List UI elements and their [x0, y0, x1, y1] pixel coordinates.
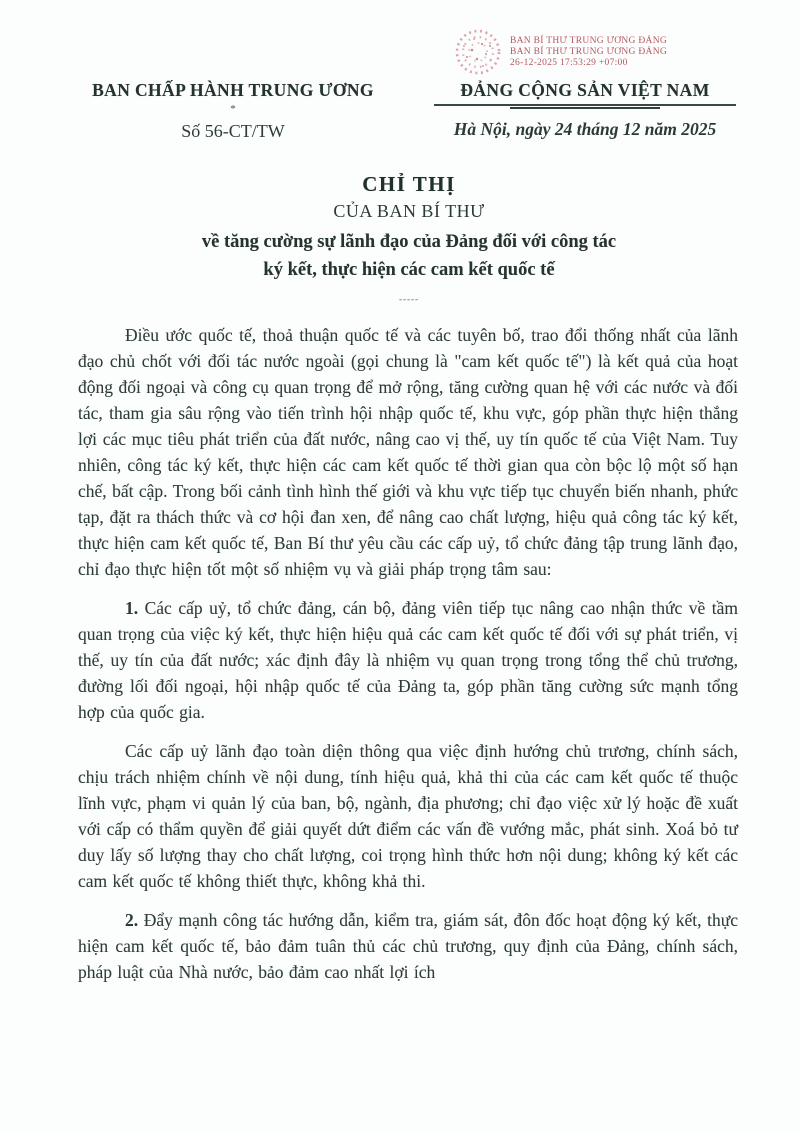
- party-seal-icon: [452, 26, 504, 78]
- body-paragraph-intro: [78, 322, 738, 582]
- paragraph-text: Điều ước quốc tế, thoả thuận quốc tế và các tuyên bố, trao đổi thống nhất của lãnh đạo chủ chốt với đối tác nước ngoài (gọi chung là "cam kết quốc tế") là kết quả của hoạt động đối ngoại và công cụ quan trọng để mở rộng, tăng cường quan hệ với các nước và đối tác, tham gia sâu rộng vào tiến trình hội nhập quốc tế, khu vực, góp phần thực hiện thắng lợi các mục tiêu phát triển của đất nước, nâng cao vị thế, uy tín quốc tế của Việt Nam. Tuy nhiên, công tác ký kết, thực hiện các cam kết quốc tế thời gian qua còn bộc lộ một số hạn chế, bất cập. Trong bối cảnh tình hình thế giới và khu vực tiếp tục chuyển biến nhanh, phức tạp, đặt ra thách thức và cơ hội đan xen, để nâng cao chất lượng, hiệu quả công tác ký kết, thực hiện cam kết quốc tế, Ban Bí thư yêu cầu các cấp uỷ, tổ chức đảng tập trung lãnh đạo, chỉ đạo thực hiện tốt một số nhiệm vụ và giải pháp trọng tâm sau:: [78, 325, 738, 579]
- issuing-org-name: BAN CHẤP HÀNH TRUNG ƯƠNG: [92, 80, 374, 100]
- stamp-org-line1: BAN BÍ THƯ TRUNG ƯƠNG ĐẢNG: [510, 35, 668, 46]
- body-paragraph-item2: [78, 907, 738, 985]
- stamp-org-line2: BAN BÍ THƯ TRUNG ƯƠNG ĐẢNG: [510, 46, 668, 57]
- paragraph-number: 2.: [125, 910, 139, 930]
- paragraph-number: 1.: [125, 598, 139, 618]
- document-type-title: CHỈ THỊ: [362, 172, 456, 196]
- directive-subject-line1: về tăng cường sự lãnh đạo của Đảng đối với công tác: [201, 232, 617, 252]
- stamp-text-block: [510, 36, 667, 69]
- header-right-block: [418, 80, 752, 142]
- directive-subject-line2: ký kết, thực hiện các cam kết quốc tế: [263, 260, 555, 280]
- digital-signature-stamp: [452, 26, 667, 78]
- header-underline-main: [434, 104, 736, 106]
- stamp-timestamp: 26-12-2025 17:53:29 +07:00: [510, 57, 628, 68]
- body-paragraph-item1: [78, 595, 738, 725]
- directive-subject: [78, 228, 740, 284]
- paragraph-text: Đẩy mạnh công tác hướng dẫn, kiểm tra, giám sát, đôn đốc hoạt động ký kết, thực hiện cam kết quốc tế, bảo đảm tuân thủ các chủ trương, quy định của Đảng, chính sách, pháp luật của Nhà nước, bảo đảm cao nhất lợi ích: [78, 910, 738, 982]
- issuing-body-subtitle: CỦA BAN BÍ THƯ: [333, 201, 485, 221]
- document-body: [78, 322, 738, 998]
- party-motto-title: ĐẢNG CỘNG SẢN VIỆT NAM: [460, 80, 710, 100]
- header-left-block: [48, 80, 418, 142]
- document-number: Số 56-CT/TW: [181, 121, 285, 141]
- header-underline-accent: [510, 107, 660, 110]
- title-separator: -----: [399, 294, 419, 304]
- place-and-date: Hà Nội, ngày 24 tháng 12 năm 2025: [453, 119, 717, 139]
- document-header: [0, 80, 800, 142]
- body-paragraph-item1-cont: [78, 738, 738, 894]
- paragraph-text: Các cấp uỷ, tổ chức đảng, cán bộ, đảng viên tiếp tục nâng cao nhận thức về tầm quan trọng của việc ký kết, thực hiện hiệu quả các cam kết quốc tế đối với sự phát triển, vị thế, uy tín của đất nước; xác định đây là nhiệm vụ quan trọng trong tổng thể chủ trương, đường lối đối ngoại, hội nhập quốc tế của Đảng ta, góp phần tăng cường sức mạnh tổng hợp của quốc gia.: [78, 598, 738, 722]
- header-underline: [434, 104, 736, 109]
- title-block: [78, 172, 740, 304]
- paragraph-text: Các cấp uỷ lãnh đạo toàn diện thông qua việc định hướng chủ trương, chính sách, chịu trách nhiệm chính về nội dung, tính hiệu quả, khả thi của các cam kết quốc tế thuộc lĩnh vực, phạm vi quản lý của ban, bộ, ngành, địa phương; chỉ đạo việc xử lý hoặc đề xuất với cấp có thẩm quyền để giải quyết dứt điểm các vấn đề vướng mắc, phát sinh. Xoá bỏ tư duy lấy số lượng thay cho chất lượng, coi trọng hình thức hơn nội dung; không ký kết các cam kết quốc tế không thiết thực, không khả thi.: [78, 741, 738, 891]
- header-star-separator: *: [230, 103, 236, 115]
